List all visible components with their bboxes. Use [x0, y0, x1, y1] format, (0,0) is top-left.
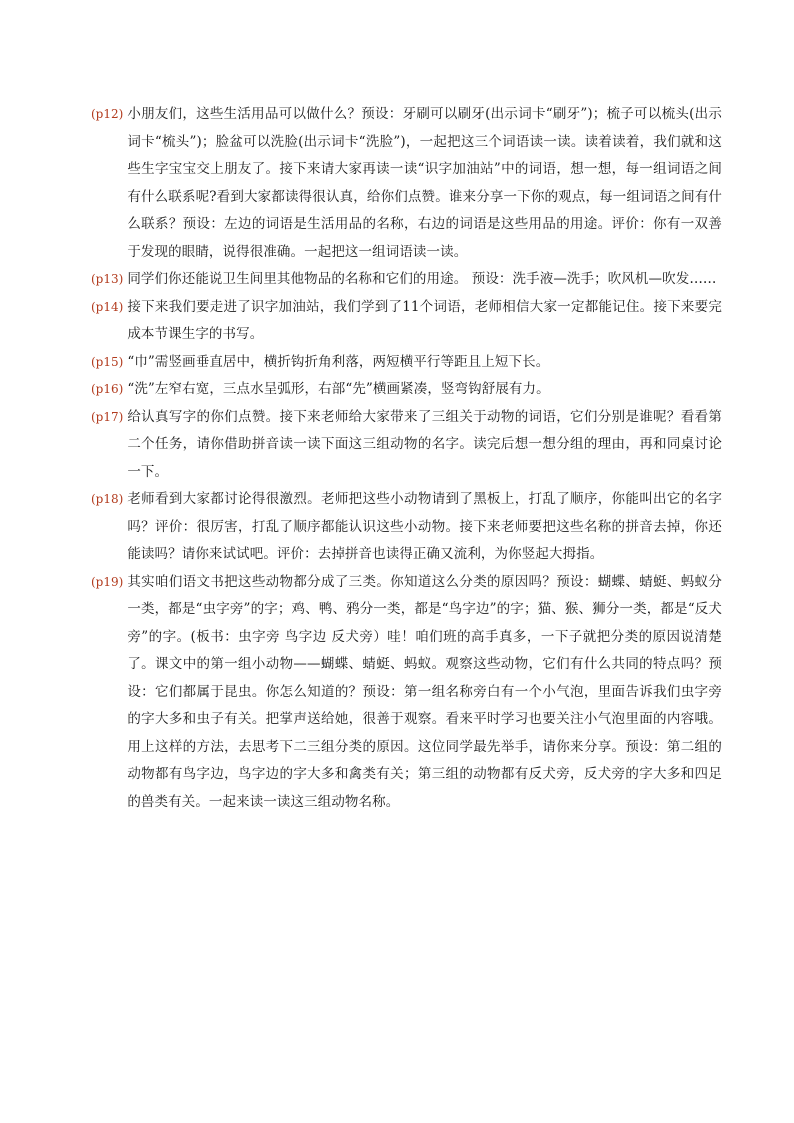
paragraph-text: “巾”需竖画垂直居中，横折钩折角利落，两短横平行等距且上短下长。 — [127, 353, 550, 370]
slide-tag: (p16) — [91, 382, 124, 396]
paragraph-p14 — [91, 294, 722, 349]
slide-tag: (p13) — [91, 272, 124, 286]
paragraph-text: 接下来我们要走进了识字加油站，我们学到了11个词语，老师相信大家一定都能记住。接下来要完成本节课生字的书写。 — [127, 298, 722, 342]
paragraph-p12 — [91, 101, 722, 266]
slide-tag: (p17) — [91, 409, 124, 424]
paragraph-text: 同学们你还能说卫生间里其他物品的名称和它们的用途。 预设：洗手液—洗手；吹风机—吹发…… — [127, 271, 717, 287]
paragraph-p16 — [91, 376, 722, 404]
paragraph-text: 老师看到大家都讨论得很激烈。老师把这些小动物请到了黑板上，打乱了顺序，你能叫出它的名字吗？评价：很厉害，打乱了顺序都能认识这些小动物。接下来老师要把这些名称的拼音去掉，你还能读吗？请你来试试吧。评价：去掉拼音也读得正确又流利，为你竖起大拇指。 — [127, 491, 722, 562]
paragraph-p15 — [91, 349, 722, 377]
paragraph-p17 — [91, 404, 722, 487]
slide-tag: (p19) — [91, 574, 124, 589]
paragraph-text: 小朋友们，这些生活用品可以做什么？预设：牙刷可以刷牙(出示词卡“刷牙”)；梳子可以梳头(出示词卡“梳头”)；脸盆可以洗脸(出示词卡“洗脸”)，一起把这三个词语读一读。读着读着，我们就和这些生字宝宝交上朋友了。接下来请大家再读一读“识字加油站”中的词语，想一想，每一组词语之间有什么联系呢?看到大家都读得很认真，给你们点赞。谁来分享一下你的观点，每一组词语之间有什么联系？预设：左边的词语是生活用品的名称，右边的词语是这些用品的用途。评价：你有一双善于发现的眼睛，说得很准确。一起把这一组词语读一读。 — [127, 106, 722, 260]
paragraph-p13 — [91, 266, 722, 294]
paragraph-text: 给认真写字的你们点赞。接下来老师给大家带来了三组关于动物的词语，它们分别是谁呢？看看第二个任务，请你借助拼音读一读下面这三组动物的名字。读完后想一想分组的理由，再和同桌讨论一下。 — [127, 408, 722, 480]
slide-tag: (p15) — [91, 354, 124, 369]
slide-tag: (p12) — [91, 107, 124, 121]
paragraph-p18 — [91, 486, 722, 569]
paragraph-text: “洗”左窄右宽，三点水呈弧形，右部“先”横画紧凑，竖弯钩舒展有力。 — [127, 381, 550, 397]
paragraph-p19 — [91, 569, 722, 817]
slide-tag: (p14) — [91, 299, 124, 314]
slide-tag: (p18) — [91, 492, 124, 506]
paragraph-text: 其实咱们语文书把这些动物都分成了三类。你知道这么分类的原因吗？预设：蝴蝶、蜻蜓、蚂蚁分一类，都是“虫字旁”的字；鸡、鸭、鸦分一类，都是“鸟字边”的字；猫、猴、狮分一类，都是“反犬旁”的字。(板书：虫字旁 鸟字边 反犬旁）哇！咱们班的高手真多，一下子就把分类的原因说清楚了。课文中的第一组小动物——蝴蝶、蜻蜓、蚂蚁。观察这些动物，它们有什么共同的特点吗？预设：它们都属于昆虫。你怎么知道的？预设：第一组名称旁白有一个小气泡，里面告诉我们虫字旁的字大多和虫子有关。把掌声送给她，很善于观察。看来平时学习也要关注小气泡里面的内容哦。用上这样的方法，去思考下二三组分类的原因。这位同学最先举手，请你来分享。预设：第二组的动物都有鸟字边，鸟字边的字大多和禽类有关；第三组的动物都有反犬旁，反犬旁的字大多和四足的兽类有关。一起来读一读这三组动物名称。 — [127, 573, 722, 810]
